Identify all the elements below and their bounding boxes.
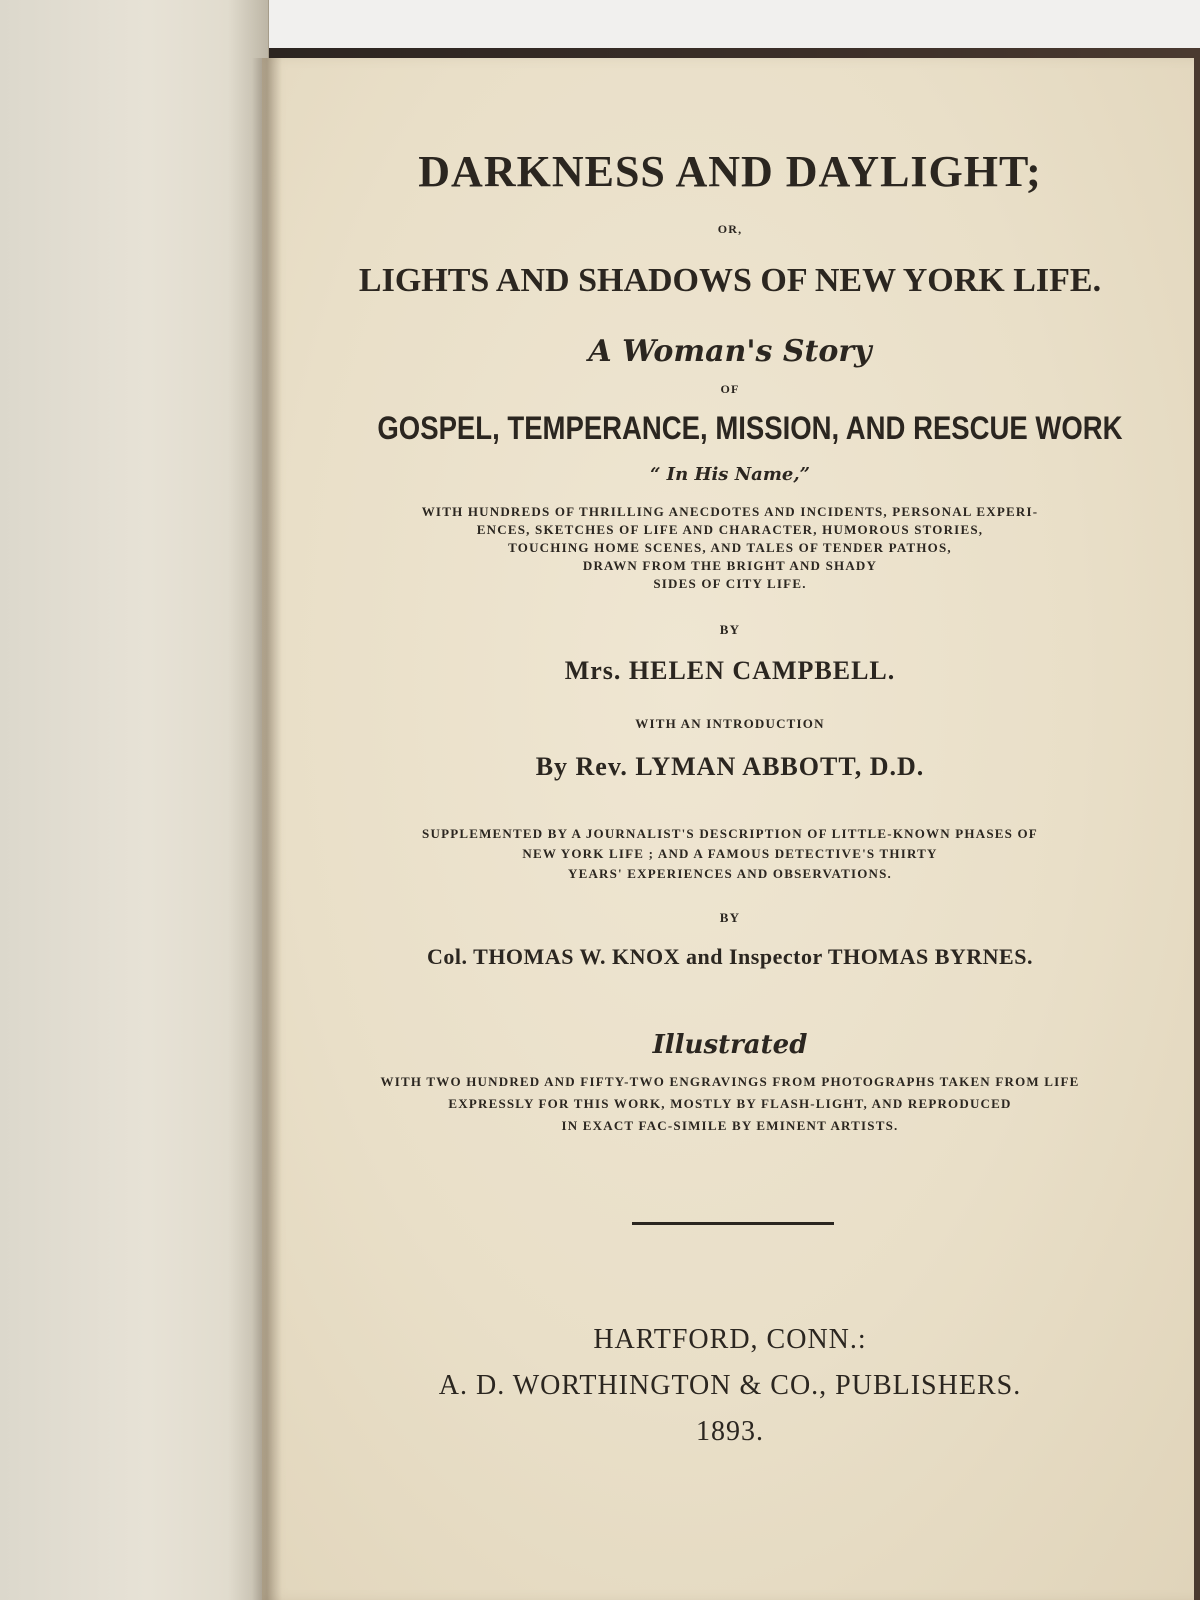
or-word: OR, — [717, 222, 743, 236]
illustrated-heading: Illustrated — [652, 1030, 808, 1060]
description-line: SIDES OF CITY LIFE. — [653, 576, 807, 591]
intro-author: By Rev. LYMAN ABBOTT, D.D. — [535, 752, 925, 781]
supplement-line: NEW YORK LIFE ; AND A FAMOUS DETECTIVE'S THIRTY — [522, 846, 938, 861]
in-his-name: “ In His Name,” — [650, 464, 810, 485]
engraving-line: EXPRESSLY FOR THIS WORK, MOSTLY BY FLASH-LIGHT, AND REPRODUCED — [448, 1096, 1012, 1111]
of-word: OF — [720, 382, 740, 396]
supplement-line: SUPPLEMENTED BY A JOURNALIST'S DESCRIPTION OF LITTLE-KNOWN PHASES OF — [422, 826, 1038, 841]
gutter-shadow — [252, 58, 282, 1600]
left-page — [0, 0, 269, 1600]
intro-label: WITH AN INTRODUCTION — [635, 716, 825, 731]
engraving-line: WITH TWO HUNDRED AND FIFTY-TWO ENGRAVINGS FROM PHOTOGRAPHS TAKEN FROM LIFE — [380, 1074, 1080, 1089]
by-label: BY — [719, 910, 741, 925]
description-line: TOUCHING HOME SCENES, AND TALES OF TENDER PATHOS, — [508, 540, 952, 555]
subtitle: LIGHTS AND SHADOWS OF NEW YORK LIFE. — [358, 262, 1102, 299]
story-line: A Woman's Story — [588, 334, 872, 369]
description-line: WITH HUNDREDS OF THRILLING ANECDOTES AND INCIDENTS, PERSONAL EXPERI- — [421, 504, 1039, 519]
publisher: A. D. WORTHINGTON & CO., PUBLISHERS. — [438, 1370, 1022, 1401]
by-label: BY — [719, 622, 741, 637]
engraving-line: IN EXACT FAC-SIMILE BY EMINENT ARTISTS. — [561, 1118, 899, 1133]
publication-year: 1893. — [696, 1416, 764, 1447]
publication-place: HARTFORD, CONN.: — [593, 1324, 867, 1355]
work-line: GOSPEL, TEMPERANCE, MISSION, AND RESCUE WORK — [377, 410, 1123, 446]
author-name: Mrs. HELEN CAMPBELL. — [564, 656, 896, 685]
decorative-rule — [632, 1222, 834, 1225]
main-title: DARKNESS AND DAYLIGHT; — [418, 147, 1042, 196]
description-line: DRAWN FROM THE BRIGHT AND SHADY — [582, 558, 878, 573]
description-line: ENCES, SKETCHES OF LIFE AND CHARACTER, HUMOROUS STORIES, — [476, 522, 984, 537]
supplement-line: YEARS' EXPERIENCES AND OBSERVATIONS. — [567, 866, 892, 881]
contributors: Col. THOMAS W. KNOX and Inspector THOMAS BYRNES. — [427, 944, 1033, 969]
